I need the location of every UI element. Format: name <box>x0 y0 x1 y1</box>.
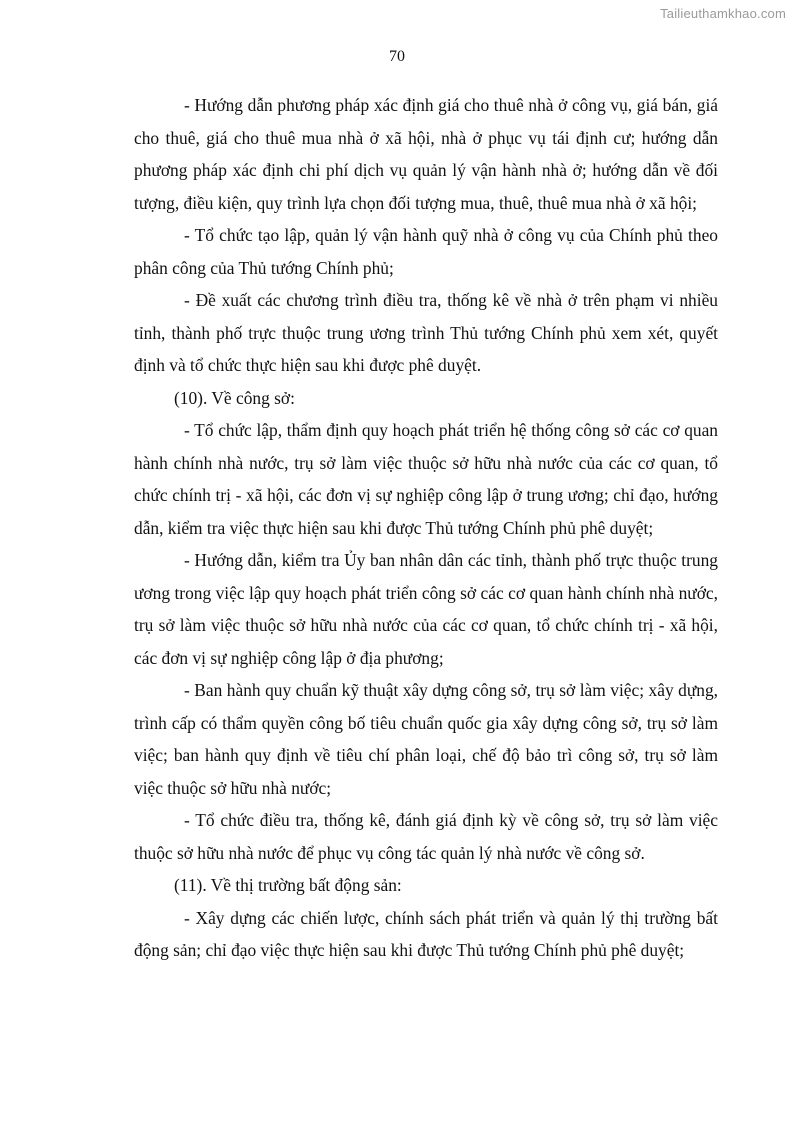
document-body <box>134 89 718 967</box>
section-heading-office-buildings: (10). Về công sở: <box>174 387 295 408</box>
paragraph-housing-survey-programs: - Đề xuất các chương trình điều tra, thống kê về nhà ở trên phạm vi nhiều tỉnh, thành phố trực thuộc trung ương trình Thủ tướng Chính phủ xem xét, quyết định và tổ chức thực hiện sau khi được phê duyệt. <box>134 290 718 375</box>
paragraph-official-housing-fund: - Tổ chức tạo lập, quản lý vận hành quỹ nhà ở công vụ của Chính phủ theo phân công của Thủ tướng Chính phủ; <box>134 225 718 278</box>
paragraph-provincial-office-guidance: - Hướng dẫn, kiểm tra Ủy ban nhân dân các tỉnh, thành phố trực thuộc trung ương trong việc lập quy hoạch phát triển công sở các cơ quan hành chính nhà nước, trụ sở làm việc thuộc sở hữu nhà nước của các cơ quan, tổ chức chính trị - xã hội, các đơn vị sự nghiệp công lập ở địa phương; <box>134 550 718 668</box>
paragraph-real-estate-strategy: - Xây dựng các chiến lược, chính sách phát triển và quản lý thị trường bất động sản; chỉ đạo việc thực hiện sau khi được Thủ tướng Chính phủ phê duyệt; <box>134 907 718 960</box>
paragraph-housing-pricing-guidance: - Hướng dẫn phương pháp xác định giá cho thuê nhà ở công vụ, giá bán, giá cho thuê, giá cho thuê mua nhà ở xã hội, nhà ở phục vụ tái định cư; hướng dẫn phương pháp xác định chi phí dịch vụ quản lý vận hành nhà ở; hướng dẫn về đối tượng, điều kiện, quy trình lựa chọn đối tượng mua, thuê, thuê mua nhà ở xã hội; <box>134 95 718 213</box>
paragraph-office-survey: - Tổ chức điều tra, thống kê, đánh giá định kỳ về công sở, trụ sở làm việc thuộc sở hữu nhà nước để phục vụ công tác quản lý nhà nước về công sở. <box>134 810 718 863</box>
paragraph-office-planning: - Tổ chức lập, thẩm định quy hoạch phát triển hệ thống công sở các cơ quan hành chính nhà nước, trụ sở làm việc thuộc sở hữu nhà nước của các cơ quan, tổ chức chính trị - xã hội, các đơn vị sự nghiệp công lập ở trung ương; chỉ đạo, hướng dẫn, kiểm tra việc thực hiện sau khi được Thủ tướng Chính phủ phê duyệt; <box>134 420 718 538</box>
section-heading-real-estate-market: (11). Về thị trường bất động sản: <box>174 875 402 895</box>
page-number: 70 <box>389 48 405 65</box>
paragraph-office-technical-standards: - Ban hành quy chuẩn kỹ thuật xây dựng công sở, trụ sở làm việc; xây dựng, trình cấp có thẩm quyền công bố tiêu chuẩn quốc gia xây dựng công sở, trụ sở làm việc; ban hành quy định về tiêu chí phân loại, chế độ bảo trì công sở, trụ sở làm việc thuộc sở hữu nhà nước; <box>134 680 718 798</box>
watermark-text: Tailieuthamkhao.com <box>660 6 786 21</box>
